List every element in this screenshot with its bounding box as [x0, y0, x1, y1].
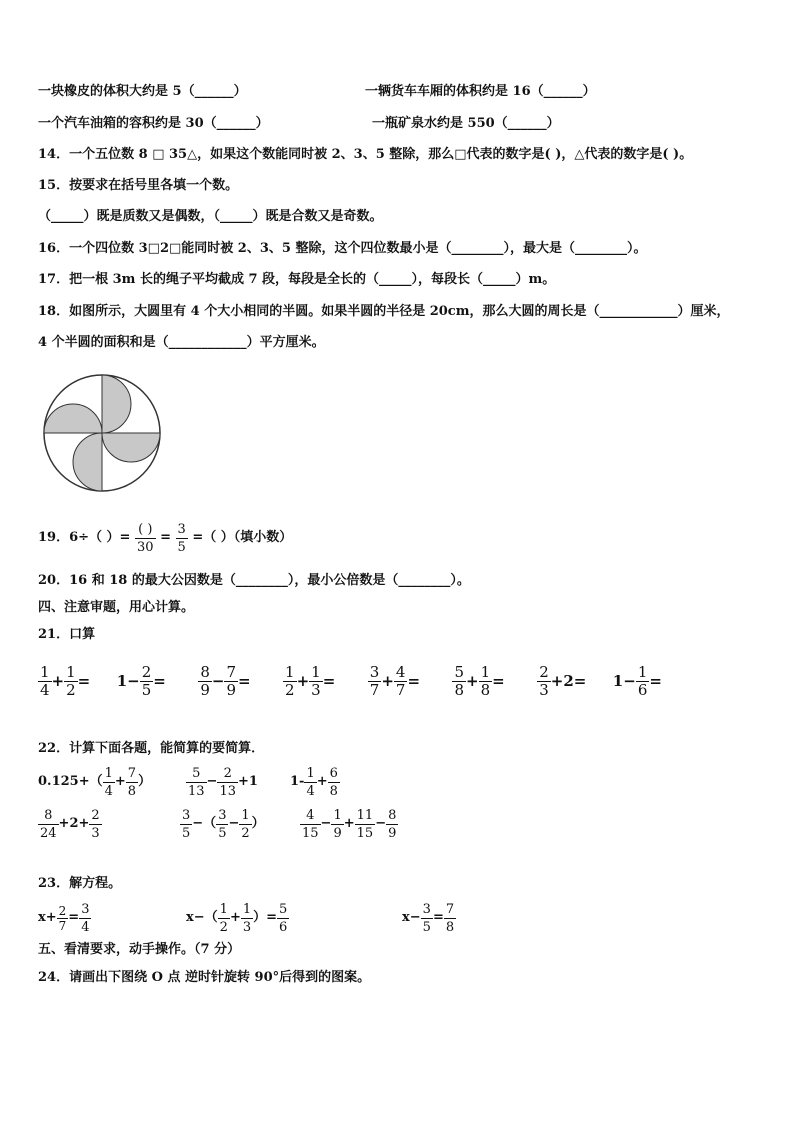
section-4-heading: 四、注意审题，用心计算。 [38, 600, 195, 615]
oral-item-d: $\frac{1}{2}$ + $\frac{1}{3}$ = [285, 662, 336, 699]
volume-item-water-bottle: 一瓶矿泉水约是 550（______） [372, 116, 560, 131]
question-22: 22．计算下面各题，能简算的要简算． [38, 741, 265, 756]
question-14: 14．一个五位数 8 □ 35△，如果这个数能同时被 2、3、5 整除，那么□代表的数字是( )，△代表的数字是( )。 [38, 147, 693, 162]
question-21: 21．口算 [38, 627, 96, 642]
question-18-line1: 18．如图所示，大圆里有 4 个大小相同的半圆。如果半圆的半径是 20cm，那么大圆的周长是（____________）厘米， [38, 304, 730, 319]
oral-item-b: 1− $\frac{2}{5}$ = [116, 662, 166, 699]
question-24: 24．请画出下图绕 O 点 逆时针旋转 90°后得到的图案。 [38, 970, 371, 985]
calc-row-1 [38, 762, 151, 802]
q19-prefix: 19．6÷（ ）= [38, 530, 131, 545]
equation-b: x−（ $\frac{1}{2}$ + $\frac{1}{3}$ ）= $\frac{5}{6}$ [186, 901, 288, 935]
q19-suffix: =（ ）（填小数） [192, 530, 293, 545]
oral-item-g: $\frac{2}{3}$ +2= [539, 662, 587, 699]
volume-item-fuel-tank: 一个汽车油箱的容积约是 30（______） [38, 116, 269, 131]
volume-item-truck: 一辆货车车厢的体积约是 16（______） [365, 84, 596, 99]
oral-item-a: $\frac{1}{4}$ + $\frac{1}{2}$ = [40, 662, 91, 699]
oral-item-c: $\frac{8}{9}$ − $\frac{7}{9}$ = [200, 662, 251, 699]
oral-calc-row [38, 658, 662, 702]
calc-1b: $\frac{5}{13}$ − $\frac{2}{13}$ +1 [188, 765, 258, 799]
question-23: 23．解方程。 [38, 876, 122, 891]
question-18-line2: 4 个半圆的面积和是（____________）平方厘米。 [38, 335, 325, 350]
section-5-heading: 五、看清要求，动手操作。（7 分） [38, 942, 241, 957]
calc-2a: $\frac{8}{24}$ +2+ $\frac{2}{3}$ [40, 807, 100, 841]
q19-fraction-2: $\frac{3}{5}$ [177, 521, 186, 555]
circle-semicircles-figure [40, 371, 164, 495]
oral-item-h: 1− $\frac{1}{6}$ = [612, 662, 662, 699]
equation-c: x− $\frac{3}{5}$ = $\frac{7}{8}$ [402, 901, 455, 935]
question-19: 19．6÷（ ）= $\frac{( )}{30}$ = $\frac{3}{5}$ =（ ）（填小数） [38, 516, 292, 560]
equation-a: x+ $\frac{2}{7}$ = $\frac{3}{4}$ [38, 901, 90, 935]
question-16: 16．一个四位数 3□2□能同时被 2、3、5 整除，这个四位数最小是（________），最大是（________）。 [38, 241, 647, 256]
calc-2c: $\frac{4}{15}$ − $\frac{1}{9}$ + $\frac{11}{15}$ − $\frac{8}{9}$ [302, 807, 397, 841]
question-17: 17．把一根 3m 长的绳子平均截成 7 段，每段是全长的（_____），每段长（_____）m。 [38, 272, 556, 287]
oral-item-f: $\frac{5}{8}$ + $\frac{1}{8}$ = [454, 662, 505, 699]
oral-item-e: $\frac{3}{7}$ + $\frac{4}{7}$ = [369, 662, 421, 699]
question-15-body: （_____）既是质数又是偶数，（_____）既是合数又是奇数。 [38, 209, 383, 224]
volume-item-eraser: 一块橡皮的体积大约是 5（______） [38, 84, 247, 99]
question-20: 20．16 和 18 的最大公因数是（________），最小公倍数是（________）。 [38, 573, 470, 588]
calc-1a: 0.125+（ $\frac{1}{4}$ + $\frac{7}{8}$ ） [38, 765, 152, 799]
calc-2b: $\frac{3}{5}$ −（ $\frac{3}{5}$ − $\frac{1}{2}$ ） [182, 807, 265, 841]
question-15: 15．按要求在括号里各填一个数。 [38, 178, 239, 193]
q19-fraction-1: $\frac{( )}{30}$ [136, 521, 154, 555]
calc-1c: 1- $\frac{1}{4}$ + $\frac{6}{8}$ [290, 765, 338, 799]
